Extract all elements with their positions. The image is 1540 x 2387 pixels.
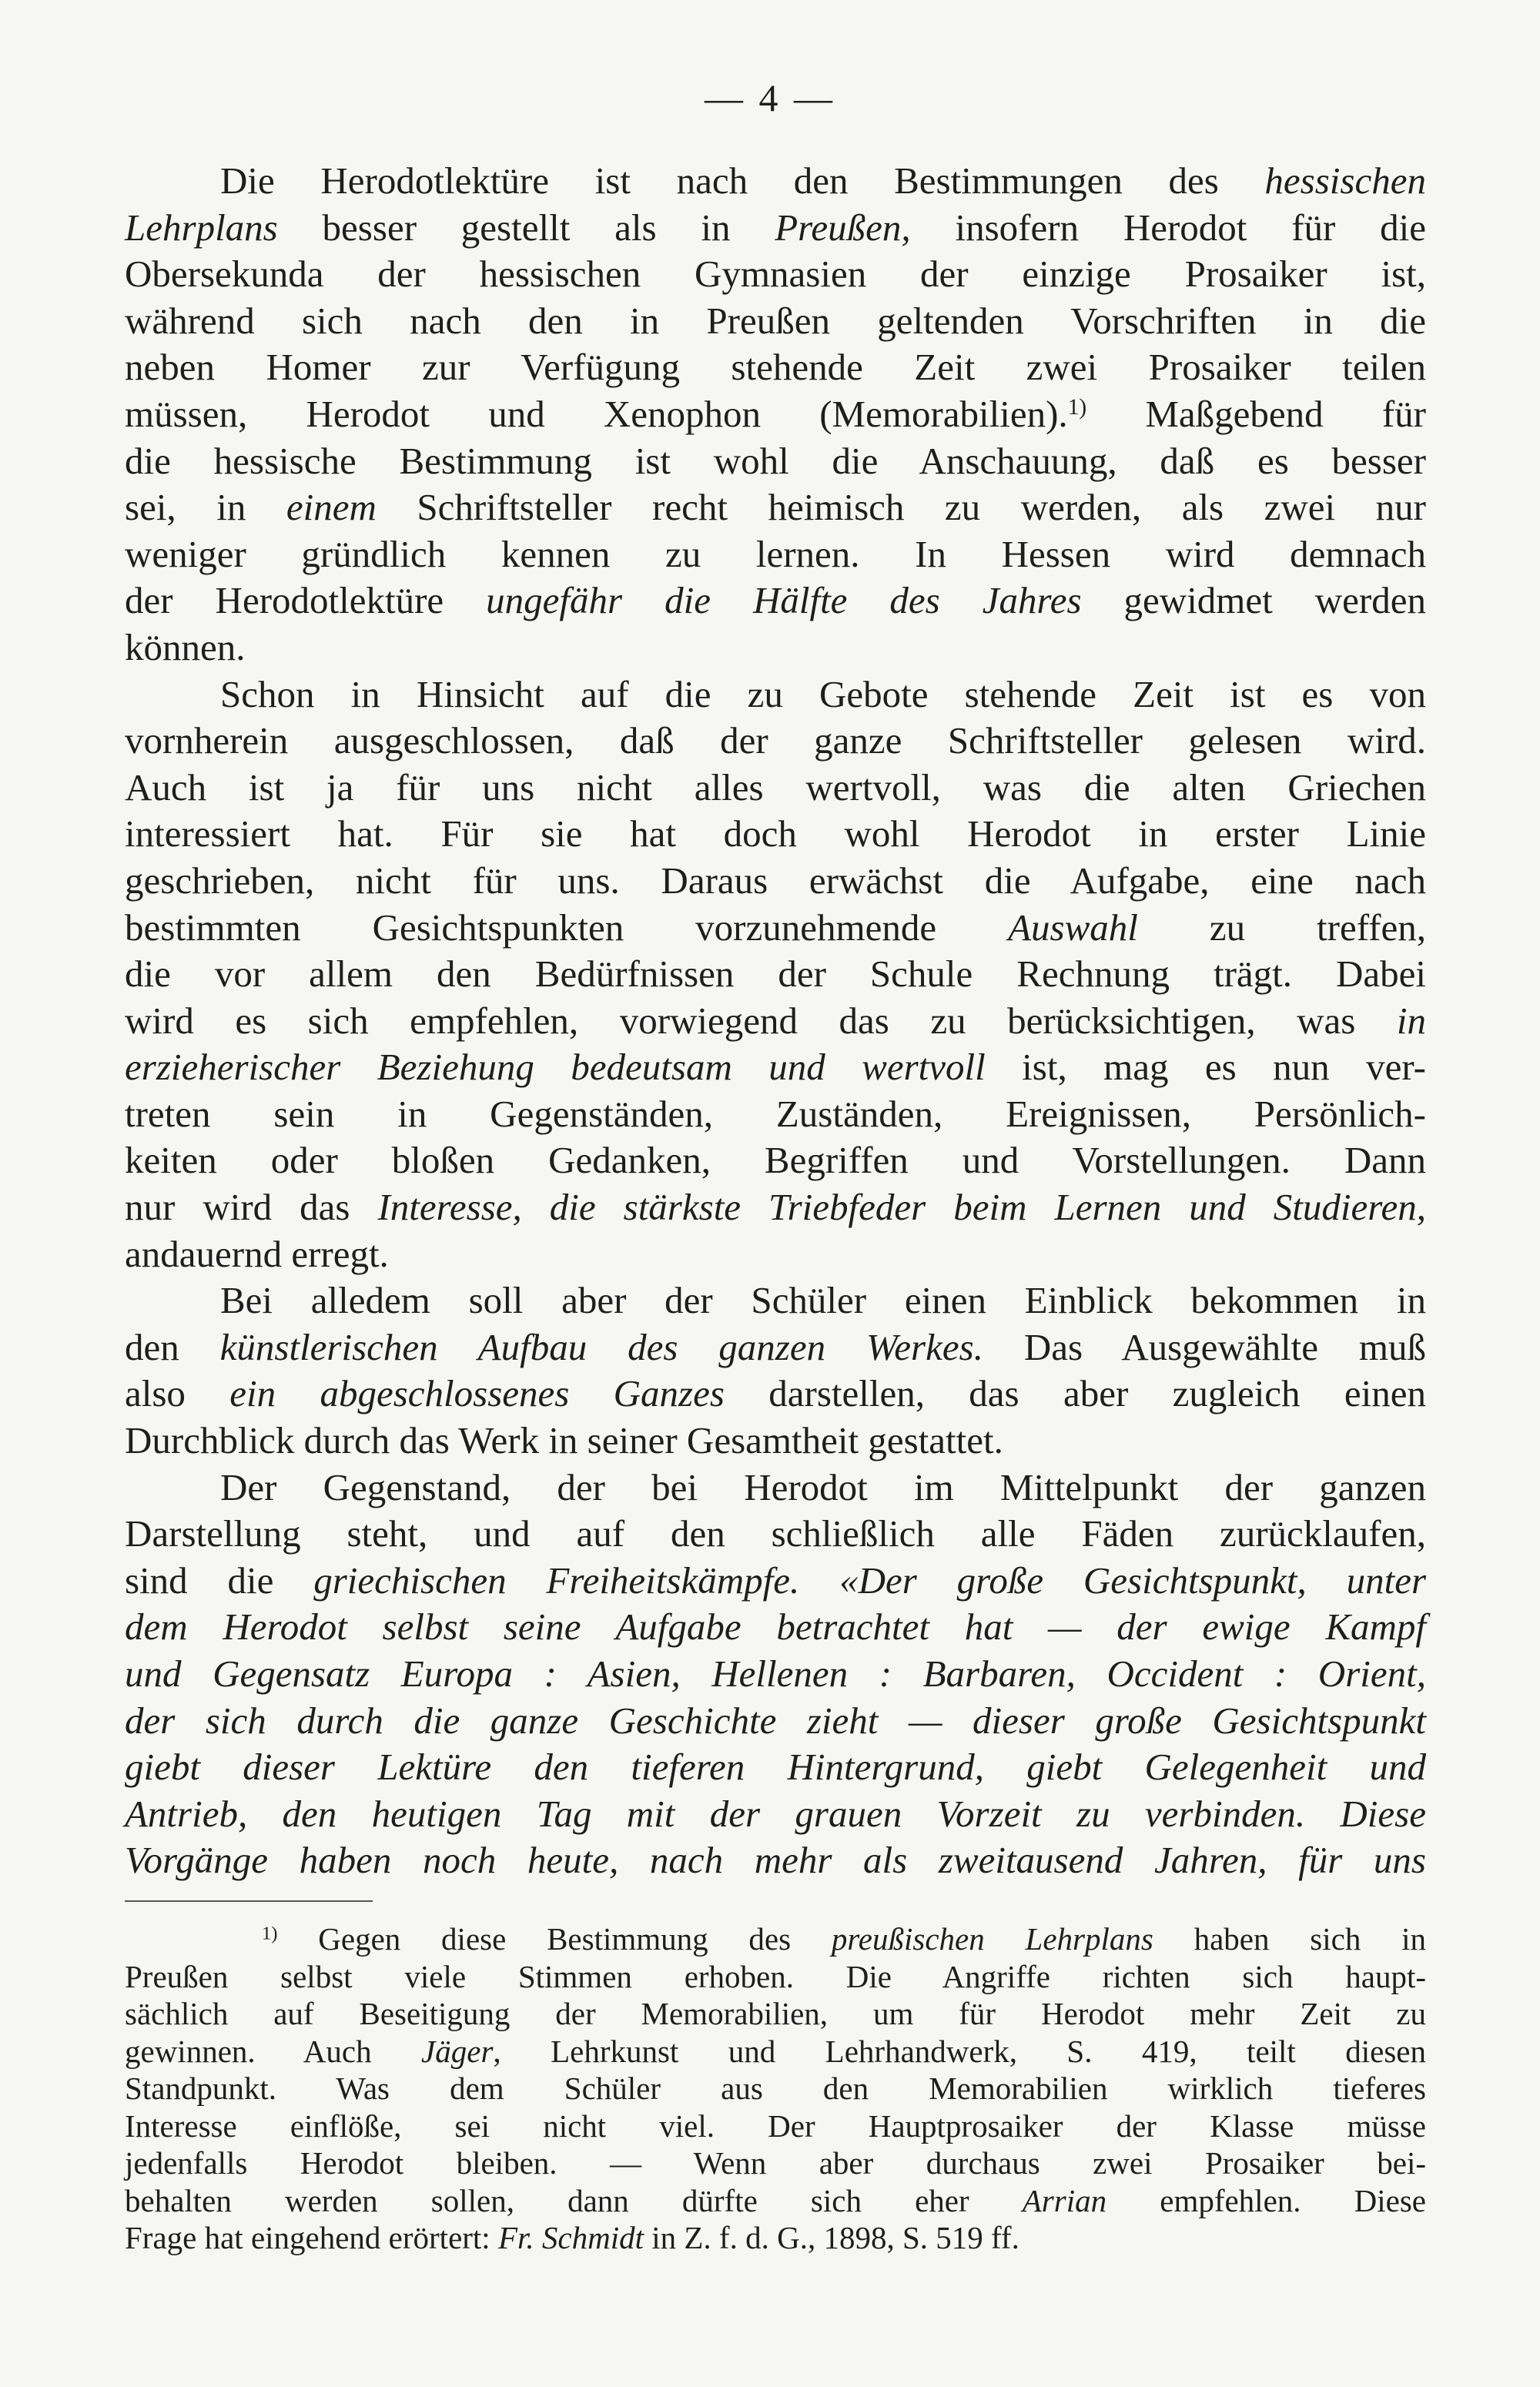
italic-text: hessischen: [1264, 159, 1426, 202]
italic-text: ein abgeschlossenes Ganzes: [229, 1372, 725, 1415]
page-number: — 4 —: [705, 76, 835, 119]
body-line: [125, 1371, 1426, 1418]
text-segment: Standpunkt. Was dem Schüler aus den Memorabilien wirklich tieferes: [125, 2071, 1426, 2106]
footnote-line: [125, 1920, 1426, 1958]
text-segment: sind die: [125, 1558, 314, 1602]
italic-text: und Gegensatz Europa : Asien, Hellenen : Barbaren, Occident : Orient,: [125, 1652, 1426, 1695]
body-line: [125, 531, 1426, 578]
body-text: [125, 158, 1426, 1884]
text-segment: interessiert hat. Für sie hat doch wohl Herodot in erster Linie: [125, 812, 1426, 855]
text-segment: insofern Herodot für die: [910, 206, 1426, 249]
text-segment: nur wird das: [125, 1186, 378, 1229]
body-line: [125, 1465, 1426, 1512]
footnote-line: [125, 2144, 1426, 2182]
text-segment: Darstellung steht, und auf den schließlich alle Fäden zurücklaufen,: [125, 1512, 1426, 1555]
footnote-line: [125, 1995, 1426, 2033]
text-segment: besser gestellt als in: [277, 206, 775, 249]
body-line: [125, 1418, 1426, 1465]
body-line: [125, 624, 1426, 671]
text-segment: in Z. f. d. G., 1898, S. 519 ff.: [644, 2220, 1019, 2255]
text-segment: bestimmten Gesichtspunkten vorzunehmende: [125, 906, 1009, 949]
text-segment: Durchblick durch das Werk in seiner Gesamtheit gestattet.: [125, 1419, 1003, 1462]
body-line: [125, 951, 1426, 998]
body-line: [125, 1184, 1426, 1231]
italic-text: erzieherischer Beziehung bedeutsam und wertvoll: [125, 1046, 986, 1089]
body-line: [125, 1091, 1426, 1138]
text-segment: jedenfalls Herodot bleiben. — Wenn aber durchaus zwei Prosaiker bei-: [125, 2145, 1426, 2181]
body-line: [125, 1791, 1426, 1838]
text-segment: haben sich in: [1153, 1921, 1426, 1957]
italic-text: der sich durch die ganze Geschichte zieht — dieser große Gesichtspunkt: [125, 1699, 1426, 1742]
footnote-line: [125, 2107, 1426, 2145]
text-segment: Preußen selbst viele Stimmen erhoben. Die Angriffe richten sich haupt-: [125, 1958, 1426, 1994]
text-segment: empfehlen. Diese: [1106, 2182, 1426, 2218]
text-segment: müssen, Herodot und Xenophon (Memorabilien).: [125, 392, 1068, 435]
text-segment: können.: [125, 625, 246, 668]
italic-text: ungefähr die Hälfte des Jahres: [486, 579, 1082, 622]
footnote-line: [125, 1958, 1426, 1996]
body-line: [125, 671, 1426, 718]
italic-text: künstlerischen Aufbau des ganzen Werkes.: [219, 1325, 983, 1368]
text-segment: sei, in: [125, 486, 286, 529]
italic-text: giebt dieser Lektüre den tieferen Hintergrund, giebt Gelegenheit und: [125, 1746, 1426, 1789]
body-line: [125, 484, 1426, 531]
text-segment: ist, mag es nun ver-: [985, 1046, 1426, 1089]
italic-text: Jäger: [421, 2033, 494, 2069]
body-line: [125, 438, 1426, 485]
text-segment: Die Herodotlektüre ist nach den Bestimmungen des: [220, 159, 1265, 202]
body-line: [125, 811, 1426, 858]
body-line: [125, 718, 1426, 765]
text-segment: keiten oder bloßen Gedanken, Begriffen und Vorstellungen. Dann: [125, 1139, 1426, 1182]
text-segment: Gegen diese Bestimmung des: [277, 1921, 832, 1957]
text-segment: den: [125, 1325, 220, 1368]
body-line: [125, 1137, 1426, 1184]
footnote-marker: 1): [1067, 394, 1087, 420]
footnote-line: [125, 2182, 1426, 2220]
italic-text: einem: [286, 486, 377, 529]
body-line: [125, 1044, 1426, 1091]
text-segment: Obersekunda der hessischen Gymnasien der einzige Prosaiker ist,: [125, 253, 1426, 296]
body-line: [125, 1277, 1426, 1324]
text-segment: , Lehrkunst und Lehrhandwerk, S. 419, teilt diesen: [493, 2033, 1426, 2069]
body-line: [125, 298, 1426, 345]
italic-text: dem Herodot selbst seine Aufgabe betrachtet hat — der ewige Kampf: [125, 1605, 1426, 1649]
footnote-divider: [125, 1900, 373, 1902]
text-segment: gewidmet werden: [1081, 579, 1426, 622]
italic-text: Antrieb, den heutigen Tag mit der grauen Vorzeit zu verbinden. Diese: [125, 1792, 1426, 1835]
body-line: [125, 1231, 1426, 1278]
italic-text: Interesse, die stärkste Triebfeder beim Lernen und Studieren,: [377, 1186, 1427, 1229]
text-segment: zu treffen,: [1137, 906, 1426, 949]
body-line: [125, 1511, 1426, 1558]
body-line: [125, 344, 1426, 391]
text-segment: [799, 1559, 839, 1602]
text-segment: treten sein in Gegenständen, Zuständen, Ereignissen, Persönlich-: [125, 1092, 1426, 1135]
text-segment: vornherein ausgeschlossen, daß der ganze Schriftsteller gelesen wird.: [125, 719, 1426, 762]
italic-text: Vorgänge haben noch heute, nach mehr als zweitausend Jahren, für uns: [125, 1839, 1426, 1882]
text-segment: neben Homer zur Verfügung stehende Zeit zwei Prosaiker teilen: [125, 346, 1426, 389]
italic-text: Auswahl: [1008, 906, 1138, 949]
italic-text: in: [1396, 999, 1426, 1042]
italic-text: griechischen Freiheitskämpfe.: [313, 1558, 800, 1602]
body-line: [125, 1324, 1426, 1371]
body-line: [125, 205, 1426, 252]
text-segment: geschrieben, nicht für uns. Daraus erwächst die Aufgabe, eine nach: [125, 859, 1426, 902]
italic-text: Preußen,: [775, 206, 911, 249]
body-line: [125, 1651, 1426, 1698]
text-segment: darstellen, das aber zugleich einen: [724, 1372, 1426, 1415]
body-line: [125, 1744, 1426, 1791]
italic-text: Lehrplans: [125, 206, 278, 249]
body-line: [125, 391, 1426, 438]
text-segment: behalten werden sollen, dann dürfte sich eher: [125, 2182, 1023, 2218]
footnote-marker: 1): [262, 1923, 278, 1944]
body-line: [125, 765, 1426, 812]
italic-text: «Der große Gesichtspunkt, unter: [839, 1558, 1427, 1602]
text-segment: Interesse einflöße, sei nicht viel. Der Hauptprosaiker der Klasse müsse: [125, 2107, 1426, 2144]
body-line: [125, 1604, 1426, 1651]
body-line: [125, 858, 1426, 905]
body-line: [125, 1698, 1426, 1745]
text-segment: gewinnen. Auch: [125, 2033, 422, 2069]
text-segment: Das Ausgewählte muß: [983, 1325, 1426, 1368]
text-segment: die vor allem den Bedürfnissen der Schule Rechnung trägt. Dabei: [125, 952, 1426, 996]
footnotes: [125, 1920, 1426, 2257]
text-segment: die hessische Bestimmung ist wohl die Anschauung, daß es besser: [125, 439, 1426, 482]
italic-text: Fr. Schmidt: [497, 2220, 644, 2255]
footnote-line: [125, 2219, 1426, 2257]
body-line: [125, 1837, 1426, 1884]
body-line: [125, 998, 1426, 1045]
text-segment: also: [125, 1372, 230, 1415]
text-segment: Bei alledem soll aber der Schüler einen Einblick bekommen in: [220, 1279, 1426, 1322]
text-segment: Schriftsteller recht heimisch zu werden, als zwei nur: [376, 486, 1427, 529]
text-segment: Auch ist ja für uns nicht alles wertvoll, was die alten Griechen: [125, 765, 1426, 808]
body-line: [125, 158, 1426, 205]
text-segment: Schon in Hinsicht auf die zu Gebote stehende Zeit ist es von: [220, 672, 1426, 715]
text-segment: der Herodotlektüre: [125, 579, 487, 622]
footnote-line: [125, 2033, 1426, 2071]
body-line: [125, 905, 1426, 952]
footnote-line: [125, 2070, 1426, 2107]
body-line: [125, 251, 1426, 298]
text-segment: andauernd erregt.: [125, 1232, 389, 1275]
text-segment: während sich nach den in Preußen geltenden Vorschriften in die: [125, 299, 1426, 342]
text-segment: Frage hat eingehend erörtert:: [125, 2220, 498, 2255]
italic-text: preußischen Lehrplans: [831, 1921, 1153, 1957]
body-line: [125, 1558, 1426, 1605]
text-segment: wird es sich empfehlen, vorwiegend das zu berücksichtigen, was: [125, 999, 1397, 1042]
body-line: [125, 578, 1426, 624]
text-segment: weniger gründlich kennen zu lernen. In Hessen wird demnach: [125, 532, 1426, 575]
text-segment: Maßgebend für: [1086, 392, 1426, 435]
text-segment: Der Gegenstand, der bei Herodot im Mittelpunkt der ganzen: [220, 1465, 1426, 1508]
text-segment: sächlich auf Beseitigung der Memorabilien, um für Herodot mehr Zeit zu: [125, 1996, 1426, 2031]
italic-text: Arrian: [1022, 2182, 1107, 2218]
